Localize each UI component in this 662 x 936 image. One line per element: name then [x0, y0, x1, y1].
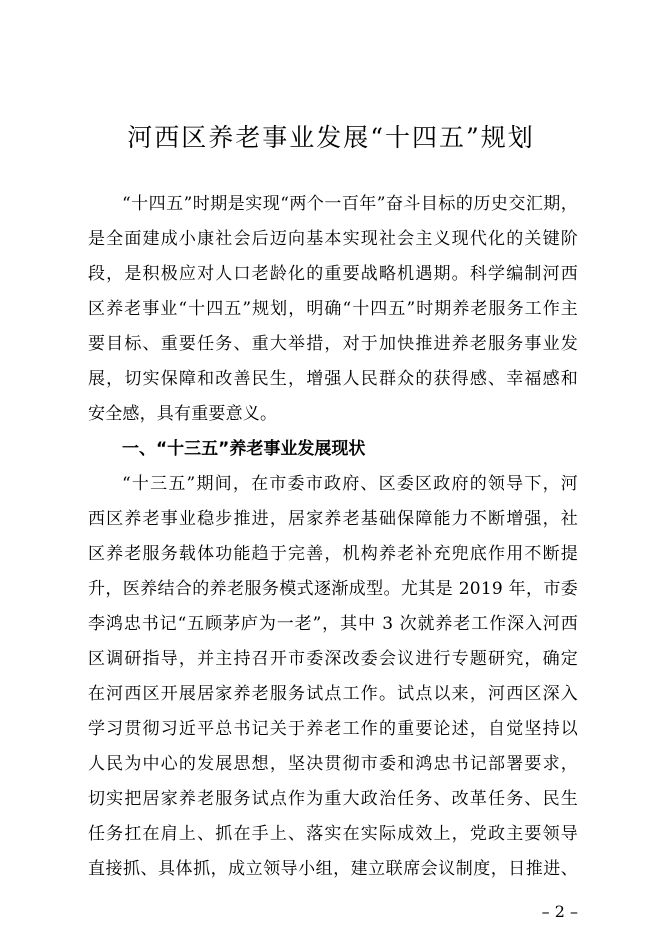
page-number: – 2 – — [541, 902, 578, 921]
paragraph-line: 区养老事业“十四五”规划，明确“十四五”时期养老服务工作主 — [88, 299, 578, 319]
paragraph-line: 人民为中心的发展思想，坚决贯彻市委和鸿忠书记部署要求， — [88, 754, 578, 774]
paragraph-line: 段，是积极应对人口老龄化的重要战略机遇期。科学编制河西 — [88, 264, 578, 284]
paragraph-line: 要目标、重要任务、重大举措，对于加快推进养老服务事业发 — [88, 334, 578, 354]
paragraph-line: “十三五”期间，在市委市政府、区委区政府的领导下，河 — [122, 474, 578, 494]
paragraph-line: 在河西区开展居家养老服务试点工作。试点以来，河西区深入 — [88, 684, 578, 704]
paragraph-line: 任务扛在肩上、抓在手上、落实在实际成效上，党政主要领导 — [88, 824, 578, 844]
paragraph-line: 切实把居家养老服务试点作为重大政治任务、改革任务、民生 — [88, 789, 578, 809]
paragraph-line: “十四五”时期是实现“两个一百年”奋斗目标的历史交汇期， — [122, 194, 578, 214]
paragraph-line: 展，切实保障和改善民生，增强人民群众的获得感、幸福感和 — [88, 369, 578, 389]
paragraph-line: 区养老服务载体功能趋于完善，机构养老补充兜底作用不断提 — [88, 544, 578, 564]
paragraph-line: 学习贯彻习近平总书记关于养老工作的重要论述，自觉坚持以 — [88, 719, 578, 739]
paragraph-line: 区调研指导，并主持召开市委深改委会议进行专题研究，确定 — [88, 649, 578, 669]
paragraph-line: 李鸿忠书记“五顾茅庐为一老”，其中 3 次就养老工作深入河西 — [88, 614, 578, 634]
paragraph-line: 安全感，具有重要意义。 — [88, 404, 278, 424]
section-heading: 一、“十三五”养老事业发展现状 — [122, 439, 366, 459]
paragraph-line: 西区养老事业稳步推进，居家养老基础保障能力不断增强，社 — [88, 509, 578, 529]
paragraph-line: 升，医养结合的养老服务模式逐渐成型。尤其是 2019 年，市委 — [88, 579, 578, 599]
paragraph-line: 是全面建成小康社会后迈向基本实现社会主义现代化的关键阶 — [88, 229, 578, 249]
paragraph-line: 直接抓、具体抓，成立领导小组，建立联席会议制度，日推进、 — [88, 859, 578, 879]
document-title: 河西区养老事业发展“十四五”规划 — [127, 123, 535, 152]
